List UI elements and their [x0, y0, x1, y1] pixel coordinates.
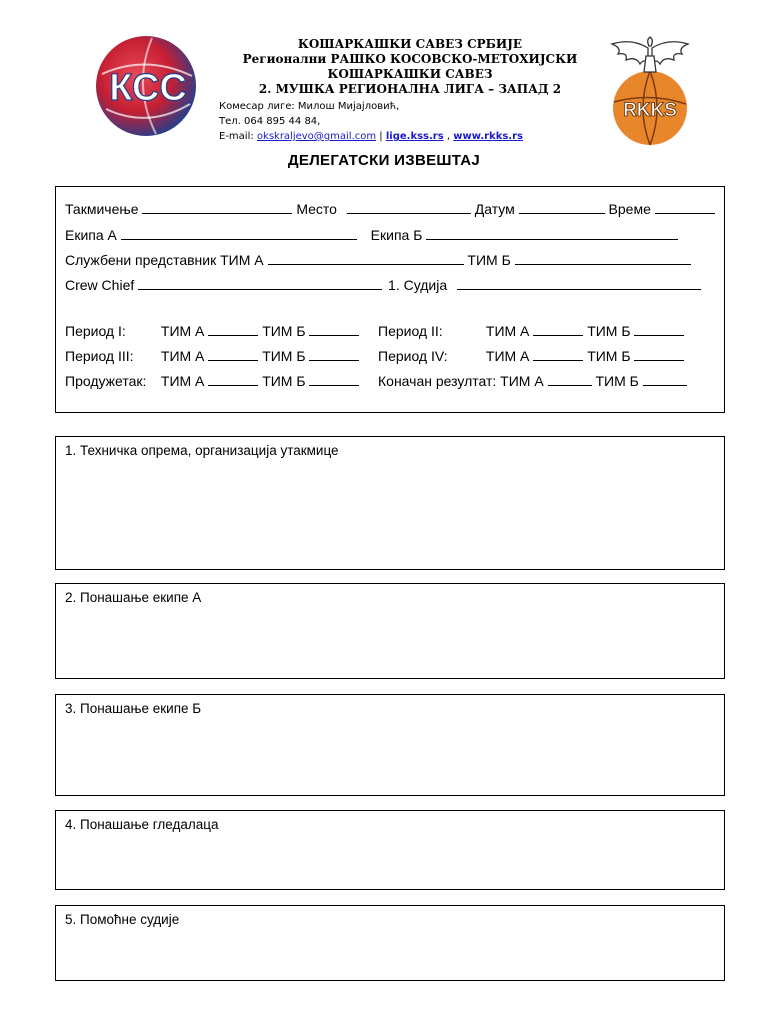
site-link-rkks[interactable]: www.rkks.rs — [453, 131, 523, 142]
overtime-a-field[interactable] — [208, 372, 258, 386]
overtime-label: Продужетак: — [65, 373, 147, 389]
row-teams — [65, 226, 678, 243]
period4-a-field[interactable] — [533, 347, 583, 361]
section-box-1[interactable] — [55, 436, 725, 570]
tim-b-label: ТИМ Б — [262, 348, 306, 364]
competition-field[interactable] — [142, 200, 292, 214]
row-period-3 — [65, 347, 359, 364]
team-b-field[interactable] — [426, 226, 678, 240]
kss-logo-text: КСС — [109, 67, 187, 109]
contact-block — [219, 99, 579, 144]
email-line — [219, 129, 579, 144]
final-a-field[interactable] — [548, 372, 592, 386]
official-rep-b-label: ТИМ Б — [467, 252, 511, 268]
phone-line: Тел. 064 895 44 84, — [219, 116, 321, 127]
rkks-logo — [606, 34, 692, 146]
row-period-2 — [378, 322, 684, 339]
referee1-field[interactable] — [457, 276, 701, 290]
site-link-kss[interactable]: lige.kss.rs — [385, 131, 444, 142]
tim-b-label: ТИМ Б — [587, 348, 631, 364]
official-rep-a-field[interactable] — [268, 251, 464, 265]
tim-b-label: ТИМ Б — [262, 373, 306, 389]
place-label: Место — [296, 201, 337, 217]
row-period-4 — [378, 347, 684, 364]
header-line-2: Регионални РАШКО КОСОВСКО-МЕТОХИЈСКИ — [242, 52, 578, 66]
header-block — [210, 37, 610, 97]
team-a-label: Екипа А — [65, 227, 117, 243]
separator: | — [376, 131, 386, 142]
period3-b-field[interactable] — [309, 347, 359, 361]
section-title-2: 2. Понашање екипе А — [65, 590, 202, 605]
time-label: Време — [608, 201, 651, 217]
match-info-box — [55, 186, 725, 413]
official-rep-b-field[interactable] — [515, 251, 691, 265]
period4-b-field[interactable] — [634, 347, 684, 361]
official-rep-label: Службени представник ТИМ А — [65, 252, 264, 268]
header-line-4: 2. МУШКА РЕГИОНАЛНА ЛИГА – ЗАПАД 2 — [258, 82, 562, 96]
period1-b-field[interactable] — [309, 322, 359, 336]
section-title-5: 5. Помоћне судије — [65, 912, 180, 927]
period3-a-field[interactable] — [208, 347, 258, 361]
tim-b-label: ТИМ Б — [262, 323, 306, 339]
section-title-4: 4. Понашање гледалаца — [65, 817, 219, 832]
section-box-3[interactable] — [55, 694, 725, 796]
time-field[interactable] — [655, 200, 715, 214]
place-field[interactable] — [347, 200, 471, 214]
kss-logo — [92, 34, 202, 138]
row-period-1 — [65, 322, 359, 339]
section-title-1: 1. Техничка опрема, организација утакмице — [65, 443, 339, 458]
section-title-3: 3. Понашање екипе Б — [65, 701, 202, 716]
period1-label: Период I: — [65, 323, 126, 339]
team-a-field[interactable] — [121, 226, 357, 240]
referee1-label: 1. Судија — [388, 277, 448, 293]
header-line-3: КОШАРКАШКИ САВЕЗ — [327, 67, 493, 81]
crew-chief-label: Crew Chief — [65, 277, 135, 293]
tim-a-label: ТИМ А — [500, 373, 544, 389]
commissioner-line: Комесар лиге: Милош Мијајловић, — [219, 101, 400, 112]
competition-label: Такмичење — [65, 201, 139, 217]
section-box-4[interactable] — [55, 810, 725, 890]
tim-a-label: ТИМ А — [160, 373, 205, 389]
period4-label: Период IV: — [378, 348, 448, 364]
separator: , — [443, 131, 454, 142]
row-final-score — [378, 372, 687, 389]
document-title: ДЕЛЕГАТСКИ ИЗВЕШТАЈ — [287, 152, 481, 169]
team-b-label: Екипа Б — [370, 227, 423, 243]
date-label: Датум — [474, 201, 515, 217]
period2-label: Период II: — [378, 323, 443, 339]
period3-label: Период III: — [65, 348, 134, 364]
row-competition — [65, 200, 715, 217]
period2-b-field[interactable] — [634, 322, 684, 336]
header-line-1: КОШАРКАШКИ САВЕЗ СРБИЈЕ — [297, 37, 523, 51]
tim-a-label: ТИМ А — [485, 323, 530, 339]
section-box-2[interactable] — [55, 583, 725, 679]
email-link[interactable]: okskraljevo@gmail.com — [256, 131, 377, 142]
eagle-icon — [612, 37, 688, 72]
email-label: E-mail: — [219, 131, 257, 142]
section-box-5[interactable] — [55, 905, 725, 981]
period1-a-field[interactable] — [208, 322, 258, 336]
crew-chief-field[interactable] — [138, 276, 382, 290]
final-score-label: Коначан резултат: — [378, 373, 497, 389]
tim-b-label: ТИМ Б — [587, 323, 631, 339]
tim-b-label: ТИМ Б — [595, 373, 639, 389]
row-overtime — [65, 372, 359, 389]
date-field[interactable] — [519, 200, 605, 214]
tim-a-label: ТИМ А — [485, 348, 530, 364]
tim-a-label: ТИМ А — [160, 323, 205, 339]
row-referees — [65, 276, 701, 293]
final-b-field[interactable] — [643, 372, 687, 386]
period2-a-field[interactable] — [533, 322, 583, 336]
tim-a-label: ТИМ А — [160, 348, 205, 364]
row-representative — [65, 251, 691, 268]
rkks-logo-text: RKKS — [623, 100, 677, 121]
overtime-b-field[interactable] — [309, 372, 359, 386]
